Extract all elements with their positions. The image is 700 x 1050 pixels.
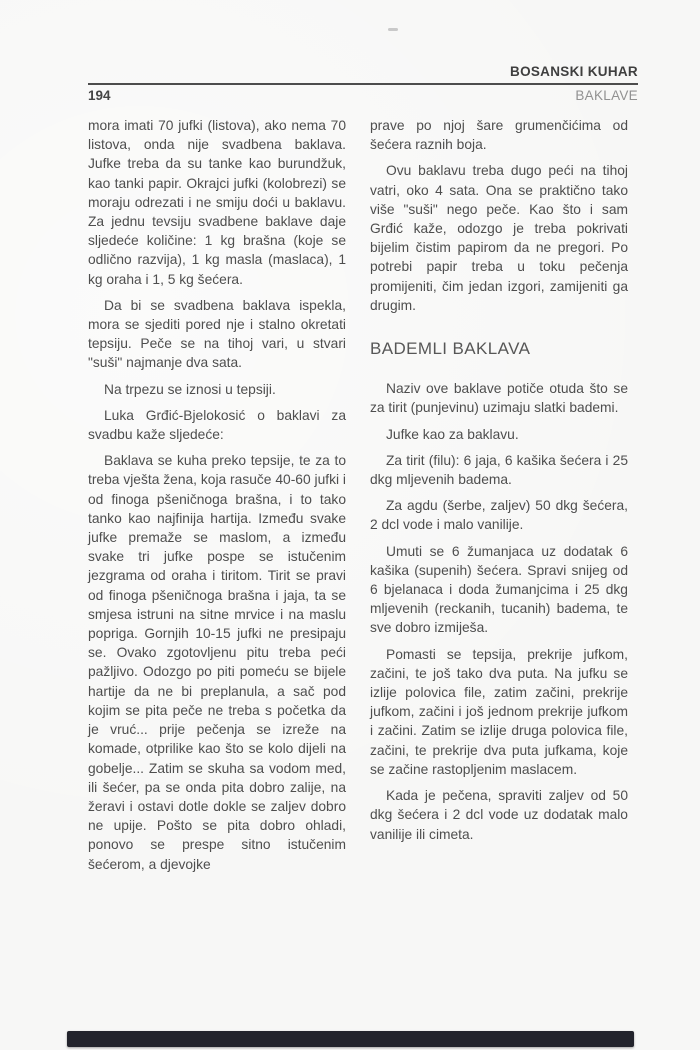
right-column xyxy=(370,116,628,881)
paragraph: Kada je pečena, spraviti zaljev od 50 dkg šećera i 2 dcl vode uz dodatak malo vanilije ili cimeta. xyxy=(370,788,628,842)
paragraph: Naziv ove baklave potiče otuda što se za tirit (punjevinu) uzimaju slatki bademi. xyxy=(370,381,628,416)
recipe-heading: BADEMLI BAKLAVA xyxy=(370,339,531,359)
chapter-title: BAKLAVE xyxy=(575,88,638,103)
paragraph: Za tirit (filu): 6 jaja, 6 kašika šećera i 25 dkg mljevenih badema. xyxy=(370,452,628,488)
paragraph: Ovu baklavu treba dugo peći na tihoj vatri, oko 4 sata. Ona se praktično tako više "suši" nego peče. Kao što i sam Grđić kaže, odozgo je treba pokrivati bijelim čistim papirom da ne pregori. Po potrebi papir treba u toku pečenja promijeniti, čim jedan izgori, zamijeniti ga drugim. xyxy=(370,163,628,313)
paragraph: Na trpezu se iznosi u tepsiji. xyxy=(104,381,276,397)
paragraph: Za agdu (šerbe, zaljev) 50 dkg šećera, 2 dcl vode i malo vanilije. xyxy=(370,498,628,533)
paragraph: Da bi se svadbena baklava ispekla, mora se sjediti pored nje i stalno okretati tepsiju. Peče se na tihoj vari, u stvari "suši" najmanje dva sata. xyxy=(88,297,346,371)
scan-speck xyxy=(388,28,398,31)
page-content xyxy=(88,116,628,881)
paragraph: Baklava se kuha preko tepsije, te za to treba vješta žena, koja rasuče 40-60 jufki i od finoga pšeničnoga brašna, i to tako tanko kao najfinija hartija. Između svake jufke premaže se maslom, a između svake tri jufke pospe se istučenim jezgrama od oraha i tiritom. Tirit se pravi od finoga pšeničnoga brašna i jaja, ta se smjesa istruni na sitne mrvice i na maslu popriga. Gornjih 10-15 jufki ne presipaju se. Ovako zgotovljenu pitu treba peći pažljivo. Odozgo po piti pomeću se bijele hartije da ne bi preplanula, a sač pod kojim se pita peče ne treba s početka da je vruć... prije pečenja se izreže na komade, otprilike kao što se kolo dijeli na gobelje... Zatim se skuha sa vodom med, ili šećer, pa se onda pita dobro zalije, na žeravi i ostavi dotle dokle se zaljev dobro ne upije. Pošto se pita dobro ohladi, ponovo se prespe sitno istučenim šećerom, a djevojke xyxy=(88,453,346,872)
paragraph-continuation: mora imati 70 jufki (listova), ako nema 70 listova, onda nije svadbena baklava. Jufke treba da su tanke kao burundžuk, kao tanki papir. Okrajci jufki (kolobrezi) se moraju odrezati i ne smiju doći u baklavu. Za jednu tevsiju svadbene baklave daje sljedeće količine: 1 kg brašna (koje se odlično razvija), 1 kg masla (maslaca), 1 kg oraha i 1, 5 kg šećera. xyxy=(88,118,346,287)
scan-edge-bar xyxy=(67,1031,634,1047)
left-column xyxy=(88,116,346,881)
page-header xyxy=(88,64,638,103)
paragraph: Pomasti se tepsija, prekrije jufkom, začini, te još tako dva puta. Na jufku se izlije polovica file, zatim začini, prekrije jufkom, začini i još jednom prekrije jufkom i začini. Zatim se izlije druga polovica file, začini, te prekrije dva puta jufkama, koje se začine rastopljenim maslacem. xyxy=(370,646,628,777)
paragraph: Jufke kao za baklavu. xyxy=(386,426,519,442)
header-row xyxy=(88,85,638,103)
page-number: 194 xyxy=(88,88,111,103)
paragraph: Umuti se 6 žumanjaca uz dodatak 6 kašika (supenih) šećera. Spravi snijeg od 6 bjelanaca i doda žumanjcima i 25 dkg mljevenih (reckanih, tucanih) badema, te sve dobro izmiješa. xyxy=(370,543,628,636)
paragraph: Luka Grđić-Bjelokosić o baklavi za svadbu kaže sljedeće: xyxy=(88,407,346,443)
paragraph-continuation: prave po njoj šare grumenčićima od šećera raznih boja. xyxy=(370,118,628,153)
book-title: BOSANSKI KUHAR xyxy=(510,64,638,79)
